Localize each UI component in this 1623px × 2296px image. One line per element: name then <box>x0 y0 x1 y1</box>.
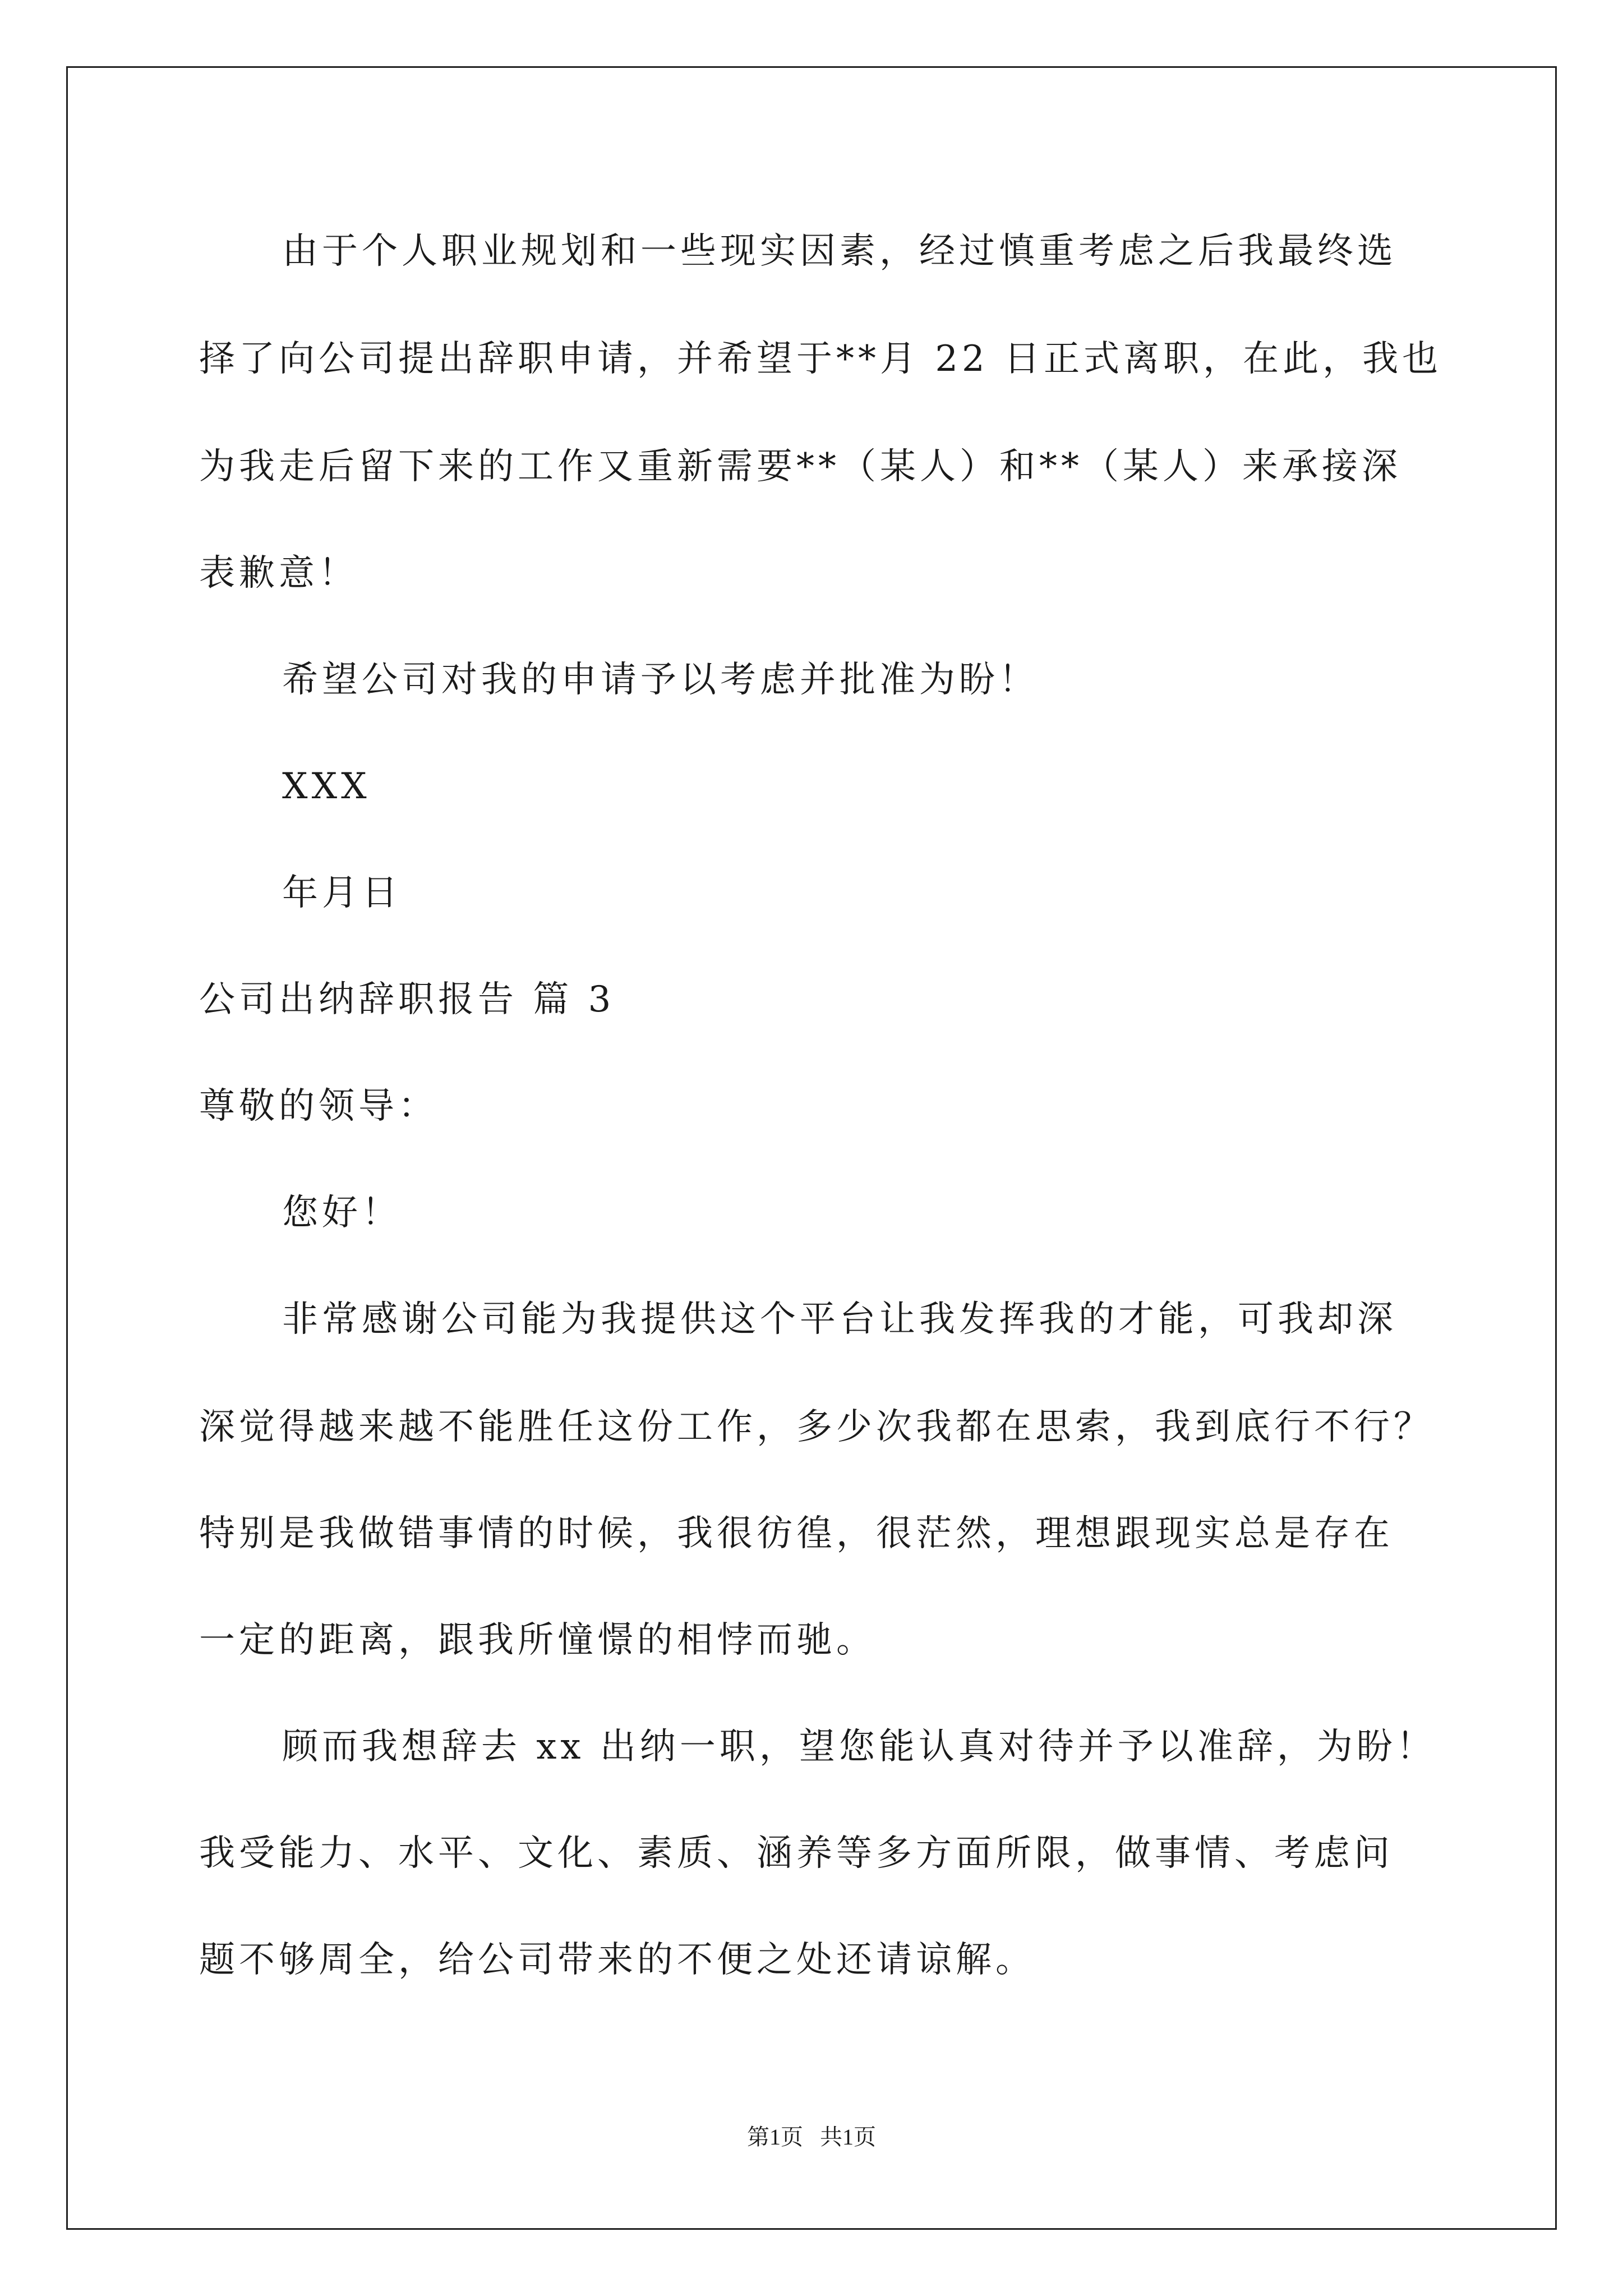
paragraph-line: 特别是我做错事情的时候，我很彷徨，很茫然，理想跟现实总是存在 <box>199 1513 1394 1554</box>
paragraph-line: 由于个人职业规划和一些现实因素，经过慎重考虑之后我最终选 <box>282 231 1397 272</box>
paragraph-line: 顾而我想辞去 xx 出纳一职，望您能认真对待并予以准辞，为盼！ <box>282 1726 1436 1768</box>
page-border <box>66 66 1557 2230</box>
page-footer: 第1页 共1页 <box>747 2124 876 2150</box>
paragraph-line: 希望公司对我的申请予以考虑并批准为盼！ <box>282 659 1039 701</box>
salutation: 尊敬的领导： <box>199 1085 438 1127</box>
paragraph-line: 择了向公司提出辞职申请，并希望于**月 22 日正式离职，在此，我也 <box>199 338 1442 380</box>
paragraph-line: 表歉意！ <box>199 553 358 594</box>
greeting: 您好！ <box>282 1192 402 1234</box>
paragraph-line: 非常感谢公司能为我提供这个平台让我发挥我的才能，可我却深 <box>282 1299 1397 1340</box>
paragraph-line: 为我走后留下来的工作又重新需要**（某人）和**（某人）来承接深 <box>199 446 1401 487</box>
signature-date: 年月日 <box>282 872 402 914</box>
paragraph-line: 题不够周全，给公司带来的不便之处还请谅解。 <box>199 1939 1035 1981</box>
section-title: 公司出纳辞职报告 篇 3 <box>199 979 615 1020</box>
signature-name: XXX <box>282 766 371 807</box>
paragraph-line: 一定的距离，跟我所憧憬的相悖而驰。 <box>199 1619 876 1661</box>
paragraph-line: 我受能力、水平、文化、素质、涵养等多方面所限，做事情、考虑问 <box>199 1833 1394 1874</box>
paragraph-line: 深觉得越来越不能胜任这份工作，多少次我都在思索，我到底行不行？ <box>199 1406 1433 1448</box>
